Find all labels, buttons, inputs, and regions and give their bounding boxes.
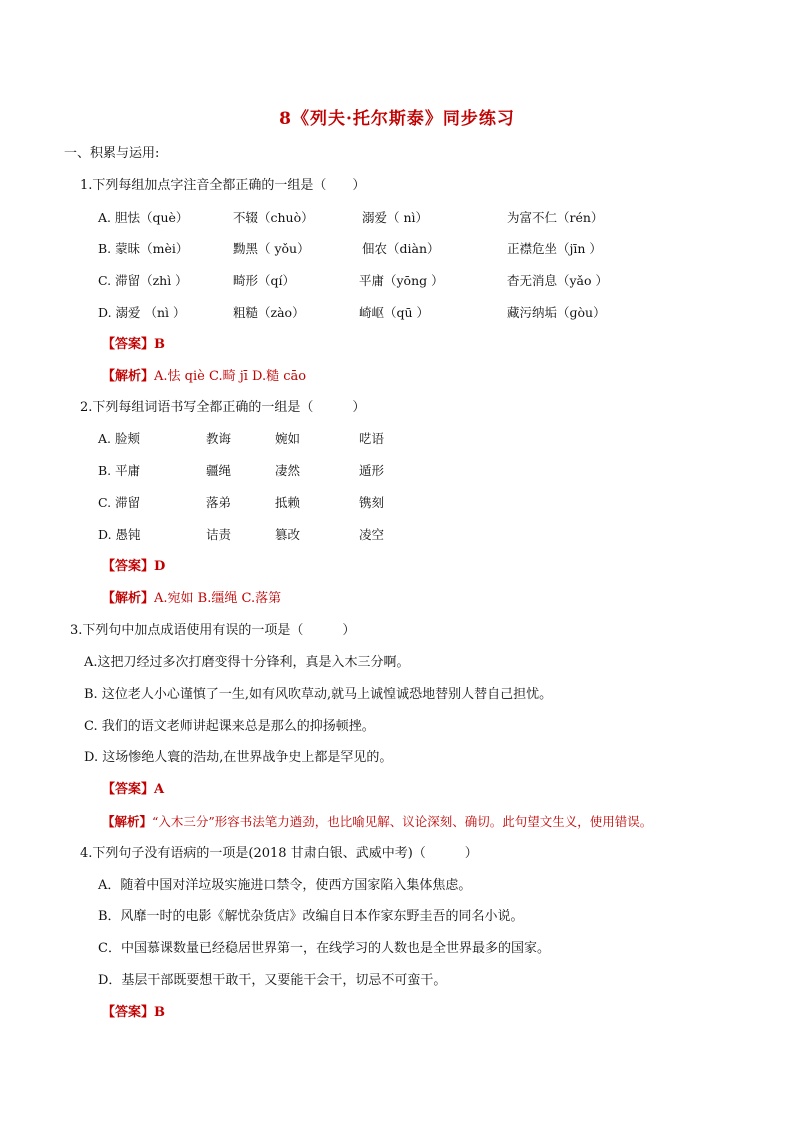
q1-option-a-2: 不辍（chuò） xyxy=(233,210,314,225)
answer-value: A xyxy=(154,782,165,797)
q3-option-a: A.这把刀经过多次打磨变得十分锋利，真是入木三分啊。 xyxy=(84,655,410,670)
q1-option-d-3: 崎岖（qū ） xyxy=(359,305,430,320)
q2-option-d-3: 篡改 xyxy=(275,527,301,542)
q3-answer xyxy=(102,781,164,799)
q1-explanation xyxy=(102,368,306,386)
q2-option-a-2: 教诲 xyxy=(206,431,232,446)
q1-option-c-4: 杳无消息（yǎo ） xyxy=(507,273,609,288)
q1-answer xyxy=(102,336,165,354)
answer-tag: 【答案】 xyxy=(102,782,155,797)
q2-option-c-3: 抵赖 xyxy=(275,495,301,510)
answer-tag: 【答案】 xyxy=(102,559,155,574)
q2-option-d-1: D. 愚钝 xyxy=(98,527,141,542)
q4-answer xyxy=(102,1004,165,1022)
q4-option-d: D．基层干部既要想干敢干，又要能干会干，切忌不可蛮干。 xyxy=(98,973,447,988)
question-4-stem: 4.下列句子没有语病的一项是(2018 甘肃白银、武威中考)（ ） xyxy=(80,846,478,861)
q2-option-a-4: 呓语 xyxy=(359,431,385,446)
q2-option-c-2: 落弟 xyxy=(206,495,232,510)
q3-option-b: B. 这位老人小心谨慎了一生,如有风吹草动,就马上诚惶诚恐地替别人替自己担忧。 xyxy=(84,687,553,702)
explanation-tag: 【解析】 xyxy=(102,369,155,384)
q1-option-d-2: 粗糙（zào） xyxy=(233,305,305,320)
question-2-stem: 2.下列每组词语书写全都正确的一组是（ ） xyxy=(80,400,366,415)
explanation-tag: 【解析】 xyxy=(102,814,153,829)
page-title: 8《列夫·托尔斯泰》同步练习 xyxy=(279,109,515,129)
q1-option-c-2: 畸形（qí） xyxy=(233,273,295,288)
q3-explanation xyxy=(102,813,652,831)
q1-option-a-3: 溺爱（ nì） xyxy=(362,210,429,225)
question-1-stem: 1.下列每组加点字注音全都正确的一组是（ ） xyxy=(80,178,366,193)
q2-option-b-2: 疆绳 xyxy=(206,463,232,478)
section-heading: 一、积累与运用: xyxy=(64,146,160,161)
q1-option-b-3: 佃农（diàn） xyxy=(362,241,440,256)
q2-option-c-1: C. 滞留 xyxy=(98,495,141,510)
q2-option-b-1: B. 平庸 xyxy=(98,463,141,478)
q4-option-c: C．中国慕课数量已经稳居世界第一，在线学习的人数也是全世界最多的国家。 xyxy=(98,941,550,956)
answer-tag: 【答案】 xyxy=(102,337,155,352)
q3-option-d: D. 这场惨绝人寰的浩劫,在世界战争史上都是罕见的。 xyxy=(84,750,393,765)
answer-value: D xyxy=(154,559,166,574)
explanation-text: “入木三分”形容书法笔力遒劲，也比喻见解、议论深刻、确切。此句望文生义，使用错误。 xyxy=(152,814,653,829)
q1-option-d-1: D. 溺爱 （nì ） xyxy=(98,305,186,320)
q2-option-d-4: 凌空 xyxy=(359,527,385,542)
q2-option-b-4: 遁形 xyxy=(359,463,385,478)
q1-option-b-4: 正襟危坐（jīn ） xyxy=(507,241,602,256)
q2-option-c-4: 镌刻 xyxy=(359,495,385,510)
question-3-stem: 3.下列句中加点成语使用有误的一项是（ ） xyxy=(70,623,356,638)
q1-option-b-2: 黝黑（ yǒu） xyxy=(233,241,310,256)
q4-option-b: B．风靡一时的电影《解忧杂货店》改编自日本作家东野圭吾的同名小说。 xyxy=(98,909,524,924)
explanation-tag: 【解析】 xyxy=(102,591,155,606)
answer-value: B xyxy=(154,1005,166,1020)
q1-option-c-1: C. 滞留（zhì ） xyxy=(98,273,188,288)
answer-value: B xyxy=(154,337,166,352)
q2-option-b-3: 凄然 xyxy=(275,463,301,478)
q1-option-a-4: 为富不仁（rén） xyxy=(507,210,604,225)
answer-tag: 【答案】 xyxy=(102,1005,155,1020)
explanation-text: A.宛如 B.缰绳 C.落第 xyxy=(154,591,282,606)
explanation-text: A.怯 qiè C.畸 jī D.糙 cāo xyxy=(154,369,307,384)
q2-answer xyxy=(102,558,165,576)
q1-option-d-4: 藏污纳垢（ɡòu） xyxy=(507,305,606,320)
q2-explanation xyxy=(102,590,281,608)
q2-option-a-3: 婉如 xyxy=(275,431,301,446)
q1-option-c-3: 平庸（yōng ） xyxy=(359,273,444,288)
q2-option-a-1: A. 脸颊 xyxy=(98,431,140,446)
q3-option-c: C. 我们的语文老师讲起课来总是那么的抑扬顿挫。 xyxy=(84,719,375,734)
q4-option-a: A．随着中国对洋垃圾实施进口禁令，使西方国家陷入集体焦虑。 xyxy=(98,878,472,893)
q1-option-a-1: A. 胆怯（què） xyxy=(98,210,189,225)
q2-option-d-2: 诘责 xyxy=(206,527,232,542)
q1-option-b-1: B. 蒙昧（mèi） xyxy=(98,241,189,256)
